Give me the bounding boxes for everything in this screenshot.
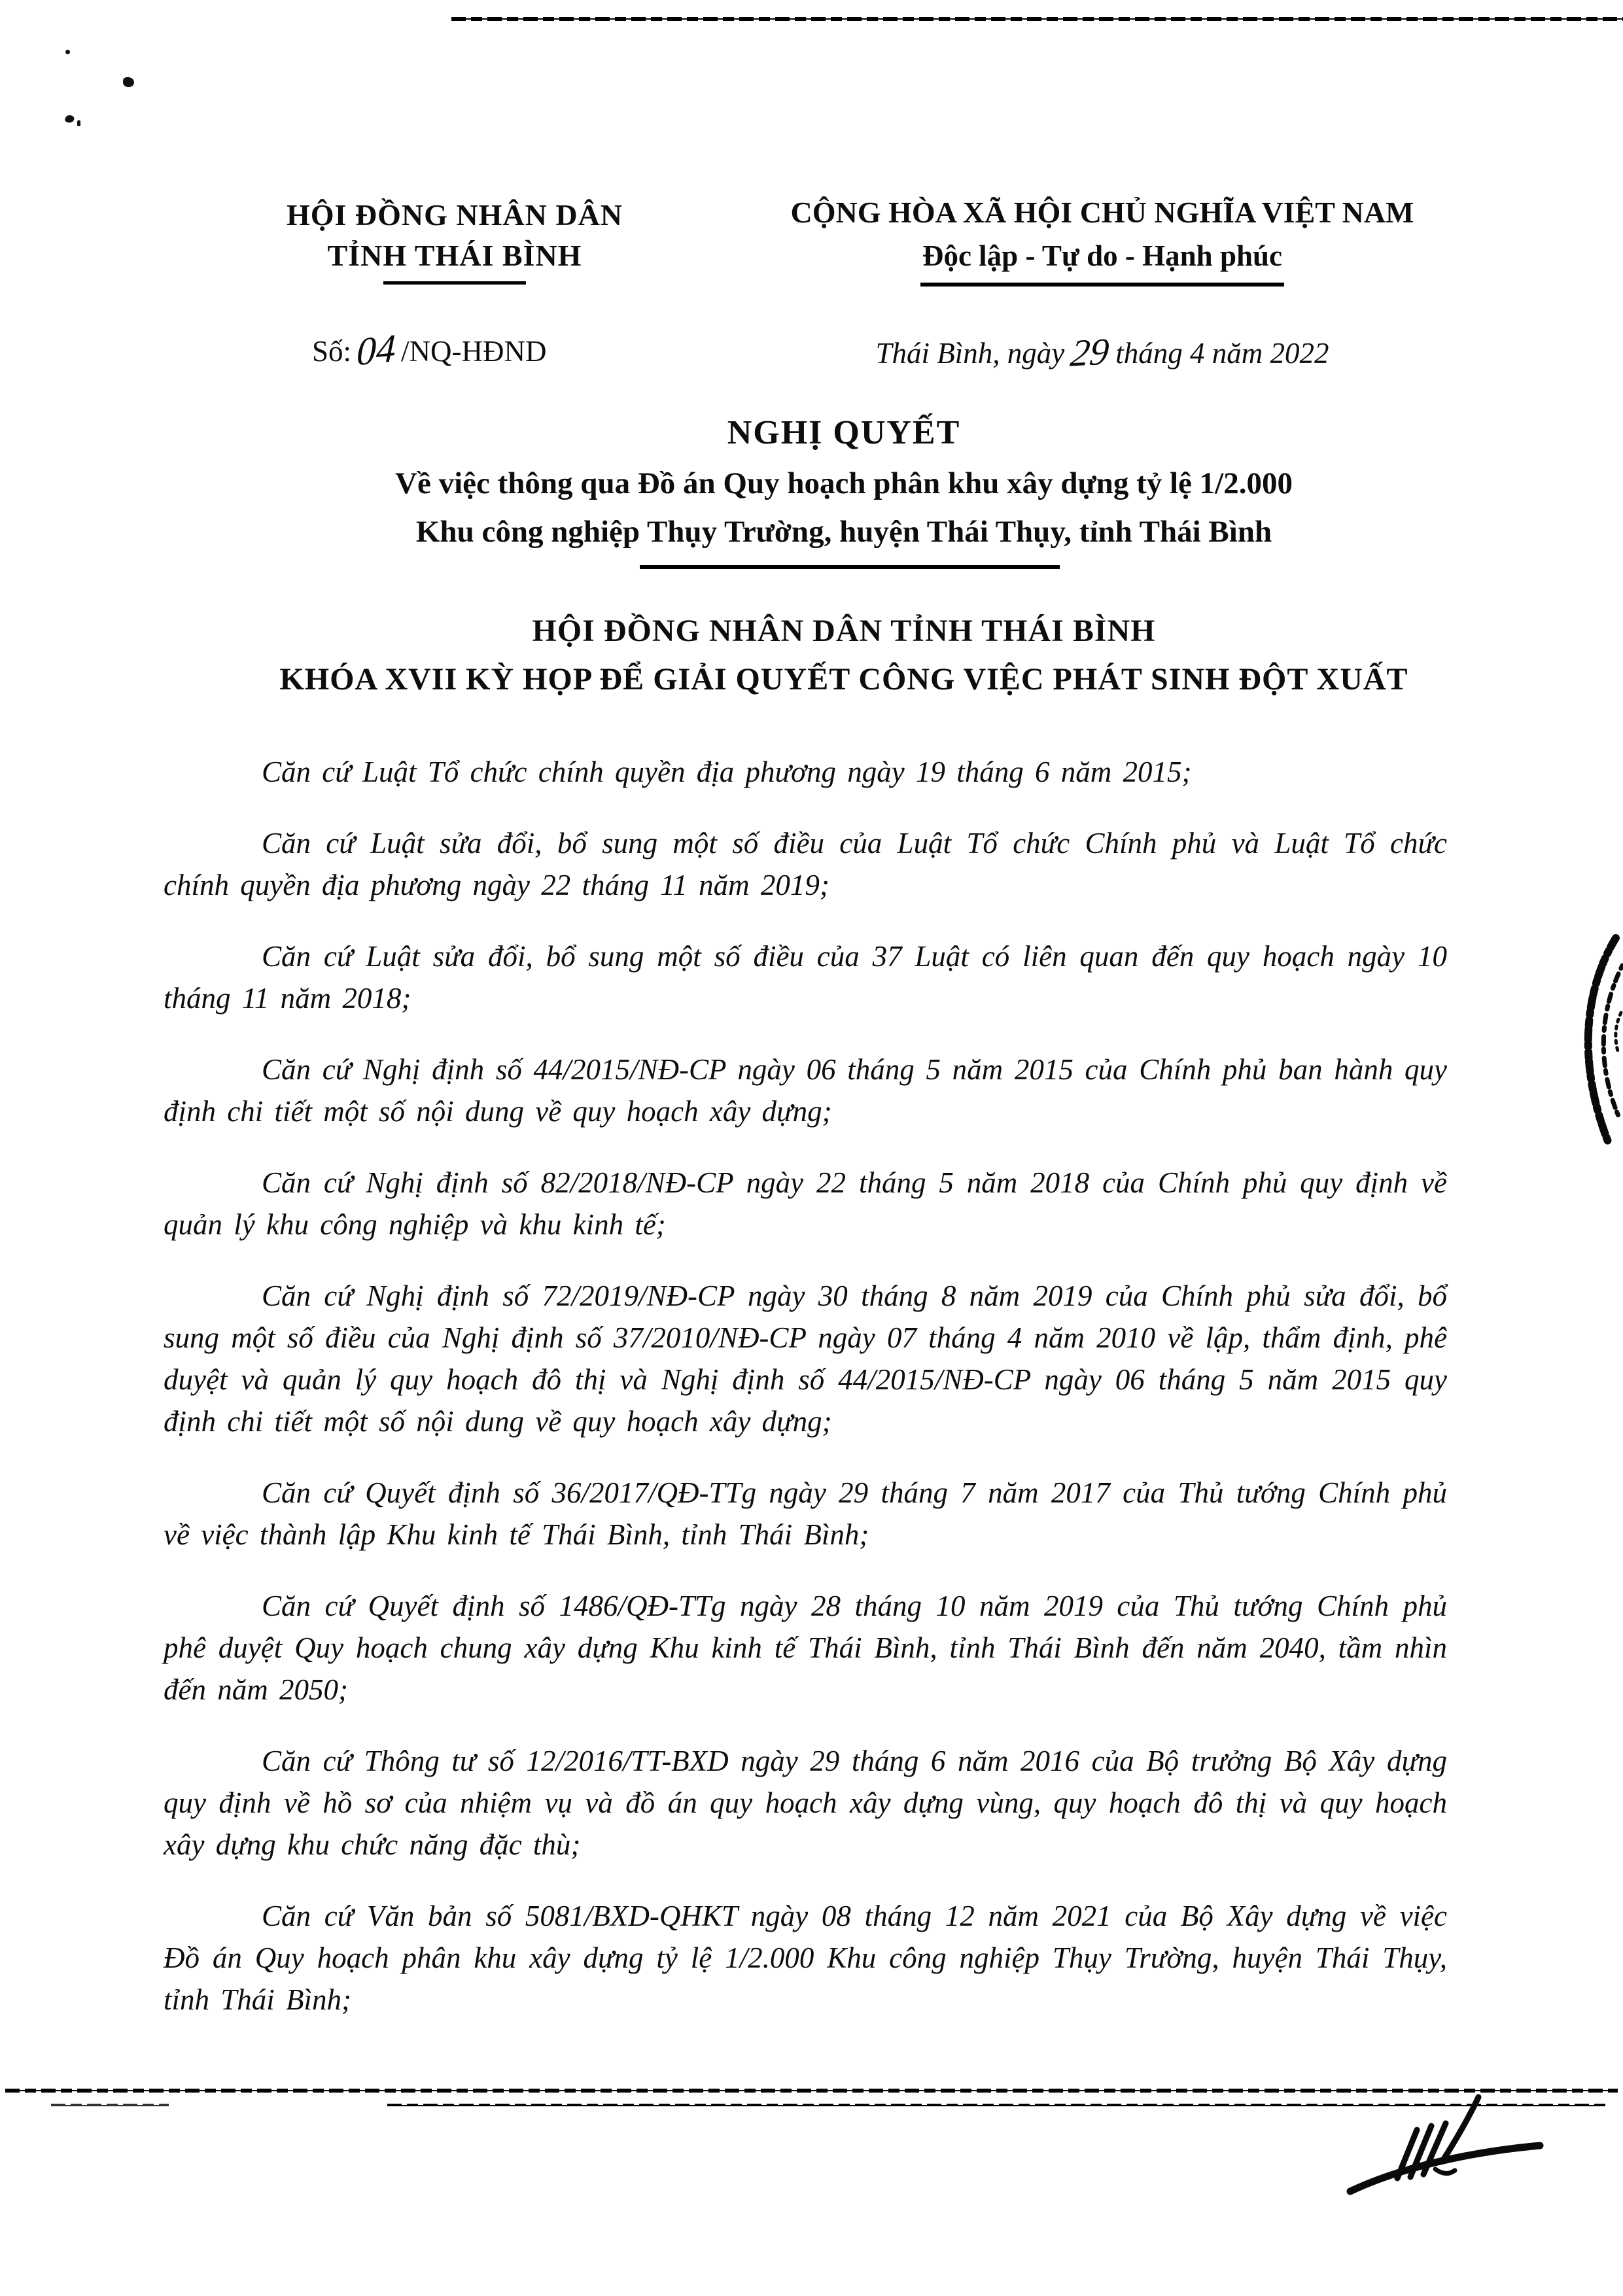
recital-paragraph: Căn cứ Quyết định số 1486/QĐ-TTg ngày 28 tháng 10 năm 2019 của Thủ tướng Chính phủ phê duyệt Quy hoạch chung xây dựng Khu kinh tế Thái Bình, tỉnh Thái Bình đến năm 2040, tầm nhìn đến năm 2050; (164, 1590, 1447, 1706)
national-name: CỘNG HÒA XÃ HỘI CHỦ NGHĨA VIỆT NAM (790, 196, 1414, 229)
convening-body-line1: HỘI ĐỒNG NHÂN DÂN TỈNH THÁI BÌNH (532, 614, 1156, 648)
recital-paragraph: Căn cứ Luật Tổ chức chính quyền địa phương ngày 19 tháng 6 năm 2015; (262, 756, 1192, 788)
resolution-subtitle-line1: Về việc thông qua Đồ án Quy hoạch phân khu xây dựng tỷ lệ 1/2.000 (395, 466, 1293, 500)
recital-paragraph: Căn cứ Nghị định số 44/2015/NĐ-CP ngày 06 tháng 5 năm 2015 của Chính phủ ban hành quy định chi tiết một số nội dung về quy hoạch xây dựng; (164, 1053, 1447, 1128)
handwritten-number: 04 (356, 326, 397, 374)
dateline-suffix: tháng 4 năm 2022 (1115, 337, 1329, 370)
scan-speck (77, 120, 80, 126)
recital-paragraph: Căn cứ Thông tư số 12/2016/TT-BXD ngày 29 tháng 6 năm 2016 của Bộ trưởng Bộ Xây dựng quy định về hồ sơ của nhiệm vụ và đồ án quy hoạch xây dựng vùng, quy hoạch đô thị và quy hoạch xây dựng khu chức năng đặc thù; (164, 1745, 1447, 1861)
recital-paragraph: Căn cứ Nghị định số 72/2019/NĐ-CP ngày 30 tháng 8 năm 2019 của Chính phủ sửa đổi, bổ sung một số điều của Nghị định số 37/2010/NĐ-CP ngày 07 tháng 4 năm 2010 về lập, thẩm định, phê duyệt và quản lý quy hoạch đô thị và Nghị định số 44/2015/NĐ-CP ngày 06 tháng 5 năm 2015 quy định chi tiết một số nội dung về quy hoạch xây dựng; (164, 1279, 1447, 1438)
motto-underline (920, 283, 1284, 287)
issuer-underline (383, 281, 526, 285)
recitals-section (164, 751, 1447, 2050)
scan-artifact-line-fragment (51, 2104, 169, 2106)
recital-paragraph: Căn cứ Văn bản số 5081/BXD-QHKT ngày 08 tháng 12 năm 2021 của Bộ Xây dựng về việc Đồ án Quy hoạch phân khu xây dựng tỷ lệ 1/2.000 Khu công nghiệp Thụy Trường, huyện Thái Thụy, tỉnh Thái Bình; (164, 1900, 1447, 2016)
stamp-edge-smudge (1553, 934, 1623, 1153)
resolution-subtitle-line2: Khu công nghiệp Thụy Trường, huyện Thái Thụy, tỉnh Thái Bình (415, 515, 1272, 549)
number-suffix: /NQ-HĐND (401, 335, 547, 368)
issuer-line1: HỘI ĐỒNG NHÂN DÂN (286, 198, 623, 232)
dateline (746, 328, 1459, 375)
scan-speck (64, 114, 75, 124)
title-underline (640, 565, 1060, 569)
document-number-line (312, 326, 547, 374)
recital-paragraph: Căn cứ Quyết định số 36/2017/QĐ-TTg ngày 29 tháng 7 năm 2017 của Thủ tướng Chính phủ về việc thành lập Khu kinh tế Thái Bình, tỉnh Thái Bình; (164, 1476, 1447, 1551)
handwritten-day: 29 (1068, 330, 1112, 375)
signature-initials (1340, 2092, 1549, 2200)
recital-paragraph: Căn cứ Luật sửa đổi, bổ sung một số điều của 37 Luật có liên quan đến quy hoạch ngày 10 tháng 11 năm 2018; (164, 940, 1447, 1015)
scan-speck (123, 77, 134, 87)
convening-body-block (39, 607, 1623, 704)
scan-speck (65, 50, 70, 54)
number-label: Số: (312, 335, 352, 368)
dateline-prefix: Thái Bình, ngày (875, 337, 1065, 370)
convening-body-line2: KHÓA XVII KỲ HỌP ĐỂ GIẢI QUYẾT CÔNG VIỆC PHÁT SINH ĐỘT XUẤT (279, 662, 1408, 697)
issuer-line2: TỈNH THÁI BÌNH (327, 239, 582, 272)
resolution-title: NGHỊ QUYẾT (727, 414, 961, 451)
national-motto: Độc lập - Tự do - Hạnh phúc (922, 239, 1283, 272)
issuer-block (252, 195, 657, 285)
national-header-block (746, 191, 1459, 287)
recital-paragraph: Căn cứ Luật sửa đổi, bổ sung một số điều của Luật Tổ chức Chính phủ và Luật Tổ chức chính quyền địa phương ngày 22 tháng 11 năm 2019; (164, 827, 1447, 901)
scan-artifact-line-top (451, 17, 1623, 21)
recital-paragraph: Căn cứ Nghị định số 82/2018/NĐ-CP ngày 22 tháng 5 năm 2018 của Chính phủ quy định về quản lý khu công nghiệp và khu kinh tế; (164, 1166, 1447, 1241)
